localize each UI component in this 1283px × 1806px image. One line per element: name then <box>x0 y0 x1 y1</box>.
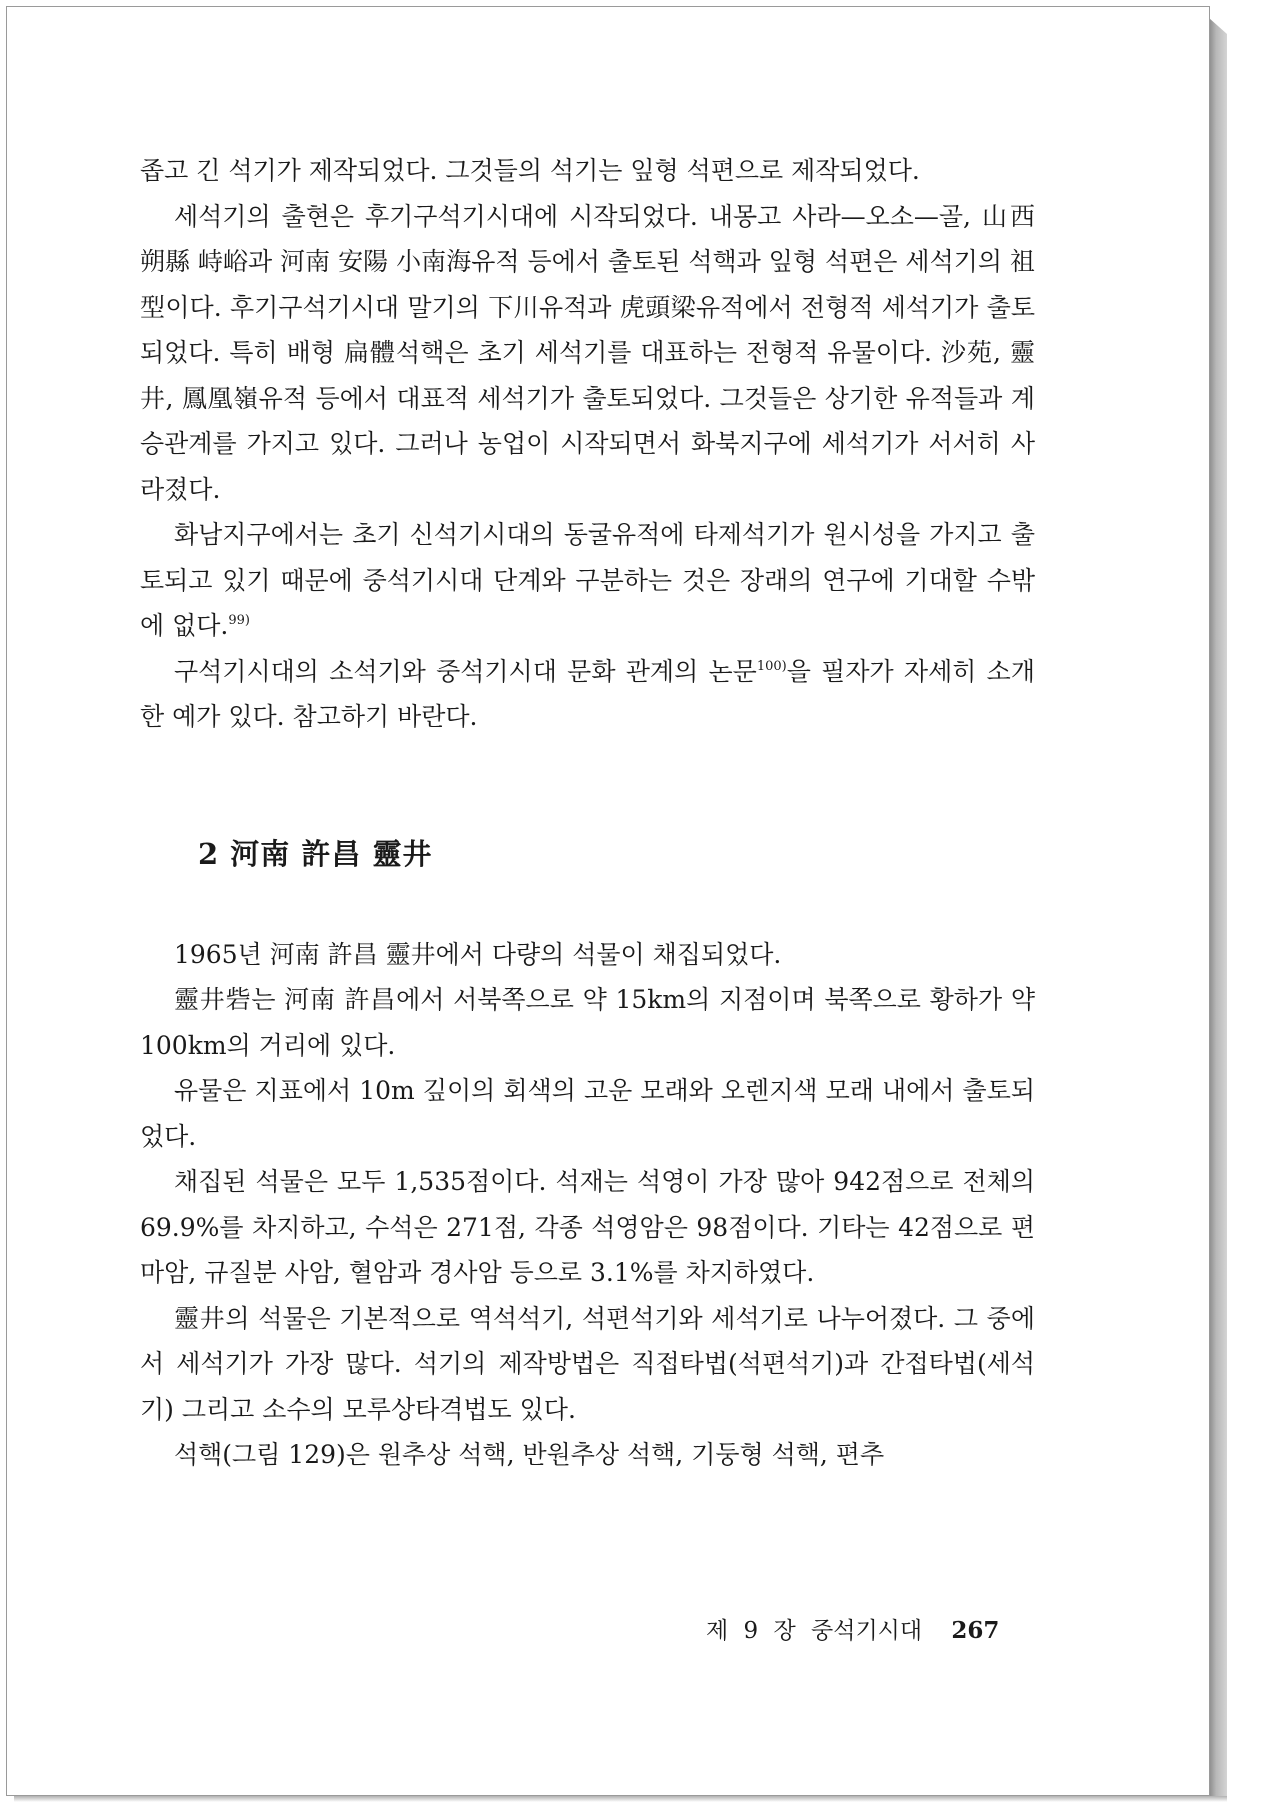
footnote-ref-100[interactable]: 100) <box>756 658 787 674</box>
chapter-label: 제 9 장 <box>706 1618 796 1644</box>
paragraph <box>140 1296 1035 1433</box>
paragraph <box>140 1068 1035 1159</box>
paragraph-text: 화남지구에서는 초기 신석기시대의 동굴유적에 타제석기가 원시성을 가지고 출토되고 있기 때문에 중석기시대 단계와 구분하는 것은 장래의 연구에 기대할 수밖에 없다. <box>140 520 1035 640</box>
paragraph-text: 靈井의 석물은 기본적으로 역석석기, 석편석기와 세석기로 나누어졌다. 그 중에서 세석기가 가장 많다. 석기의 제작방법은 직접타법(석편석기)과 간접타법(세석기) 그리고 소수의 모루상타격법도 있다. <box>140 1303 1035 1424</box>
paragraph <box>140 512 1035 649</box>
section-title: 河南 許昌 靈井 <box>230 836 433 871</box>
paragraph-text: 靈井砦는 河南 許昌에서 서북쪽으로 약 15km의 지점이며 북쪽으로 황하가 약 100km의 거리에 있다. <box>140 985 1035 1060</box>
paragraph-text: 1965년 河南 許昌 靈井에서 다량의 석물이 채집되었다. <box>174 939 782 969</box>
section-spacer <box>140 740 1035 831</box>
paragraph-text: 석핵(그림 129)은 원추상 석핵, 반원추상 석핵, 기둥형 석핵, 편추 <box>174 1440 885 1469</box>
paragraph-text: 세석기의 출현은 후기구석기시대에 시작되었다. 내몽고 사라—오소—골, 山西 朔縣 峙峪과 河南 安陽 小南海유적 등에서 출토된 석핵과 잎형 석편은 세석기의 祖型이다. 후기구석기시대 말기의 下川유적과 虎頭梁유적에서 전형적 세석기가 출토되었다. 특히 배형 扁體석핵은 초기 세석기를 대표하는 전형적 유물이다. 沙苑, 靈井, 鳳凰嶺유적 등에서 대표적 세석기가 출토되었다. 그것들은 상기한 유적들과 계승관계를 가지고 있다. 그러나 농업이 시작되면서 화북지구에 세석기가 서서히 사라졌다. <box>140 201 1035 504</box>
paragraph-text: 유물은 지표에서 10m 깊이의 회색의 고운 모래와 오렌지색 모래 내에서 출토되었다. <box>140 1076 1035 1151</box>
footnote-ref-99[interactable]: 99) <box>228 613 250 628</box>
paragraph-text: 채집된 석물은 모두 1,535점이다. 석재는 석영이 가장 많아 942점으로 전체의 69.9%를 차지하고, 수석은 271점, 각종 석영암은 98점이다. 기타는 42점으로 편마암, 규질분 사암, 혈암과 경사암 등으로 3.1%를 차지하였다. <box>140 1167 1035 1287</box>
paragraph <box>140 194 1035 513</box>
paragraph <box>140 932 1035 978</box>
section-number: 2 <box>198 836 220 871</box>
section-heading <box>198 831 1035 877</box>
page-body <box>140 148 1035 1478</box>
paragraph <box>140 1432 1035 1478</box>
chapter-title: 중석기시대 <box>811 1618 923 1644</box>
paragraph <box>140 977 1035 1068</box>
paragraph-text: 좁고 긴 석기가 제작되었다. 그것들의 석기는 잎형 석편으로 제작되었다. <box>140 156 920 185</box>
paragraph-continued <box>140 148 1035 194</box>
paragraph <box>140 649 1035 740</box>
paragraph <box>140 1159 1035 1296</box>
paragraph-text: 구석기시대의 소석기와 중석기시대 문화 관계의 논문 <box>174 656 757 686</box>
paragraph-text: 을 필자가 자세히 소개한 예가 있다. 참고하기 바란다. <box>140 656 1035 731</box>
page-number: 267 <box>951 1617 1000 1644</box>
page-edge-shadow <box>1209 18 1227 1798</box>
page-bottom-shadow <box>14 1796 1227 1802</box>
running-footer <box>706 1612 999 1645</box>
heading-spacer <box>140 877 1035 932</box>
